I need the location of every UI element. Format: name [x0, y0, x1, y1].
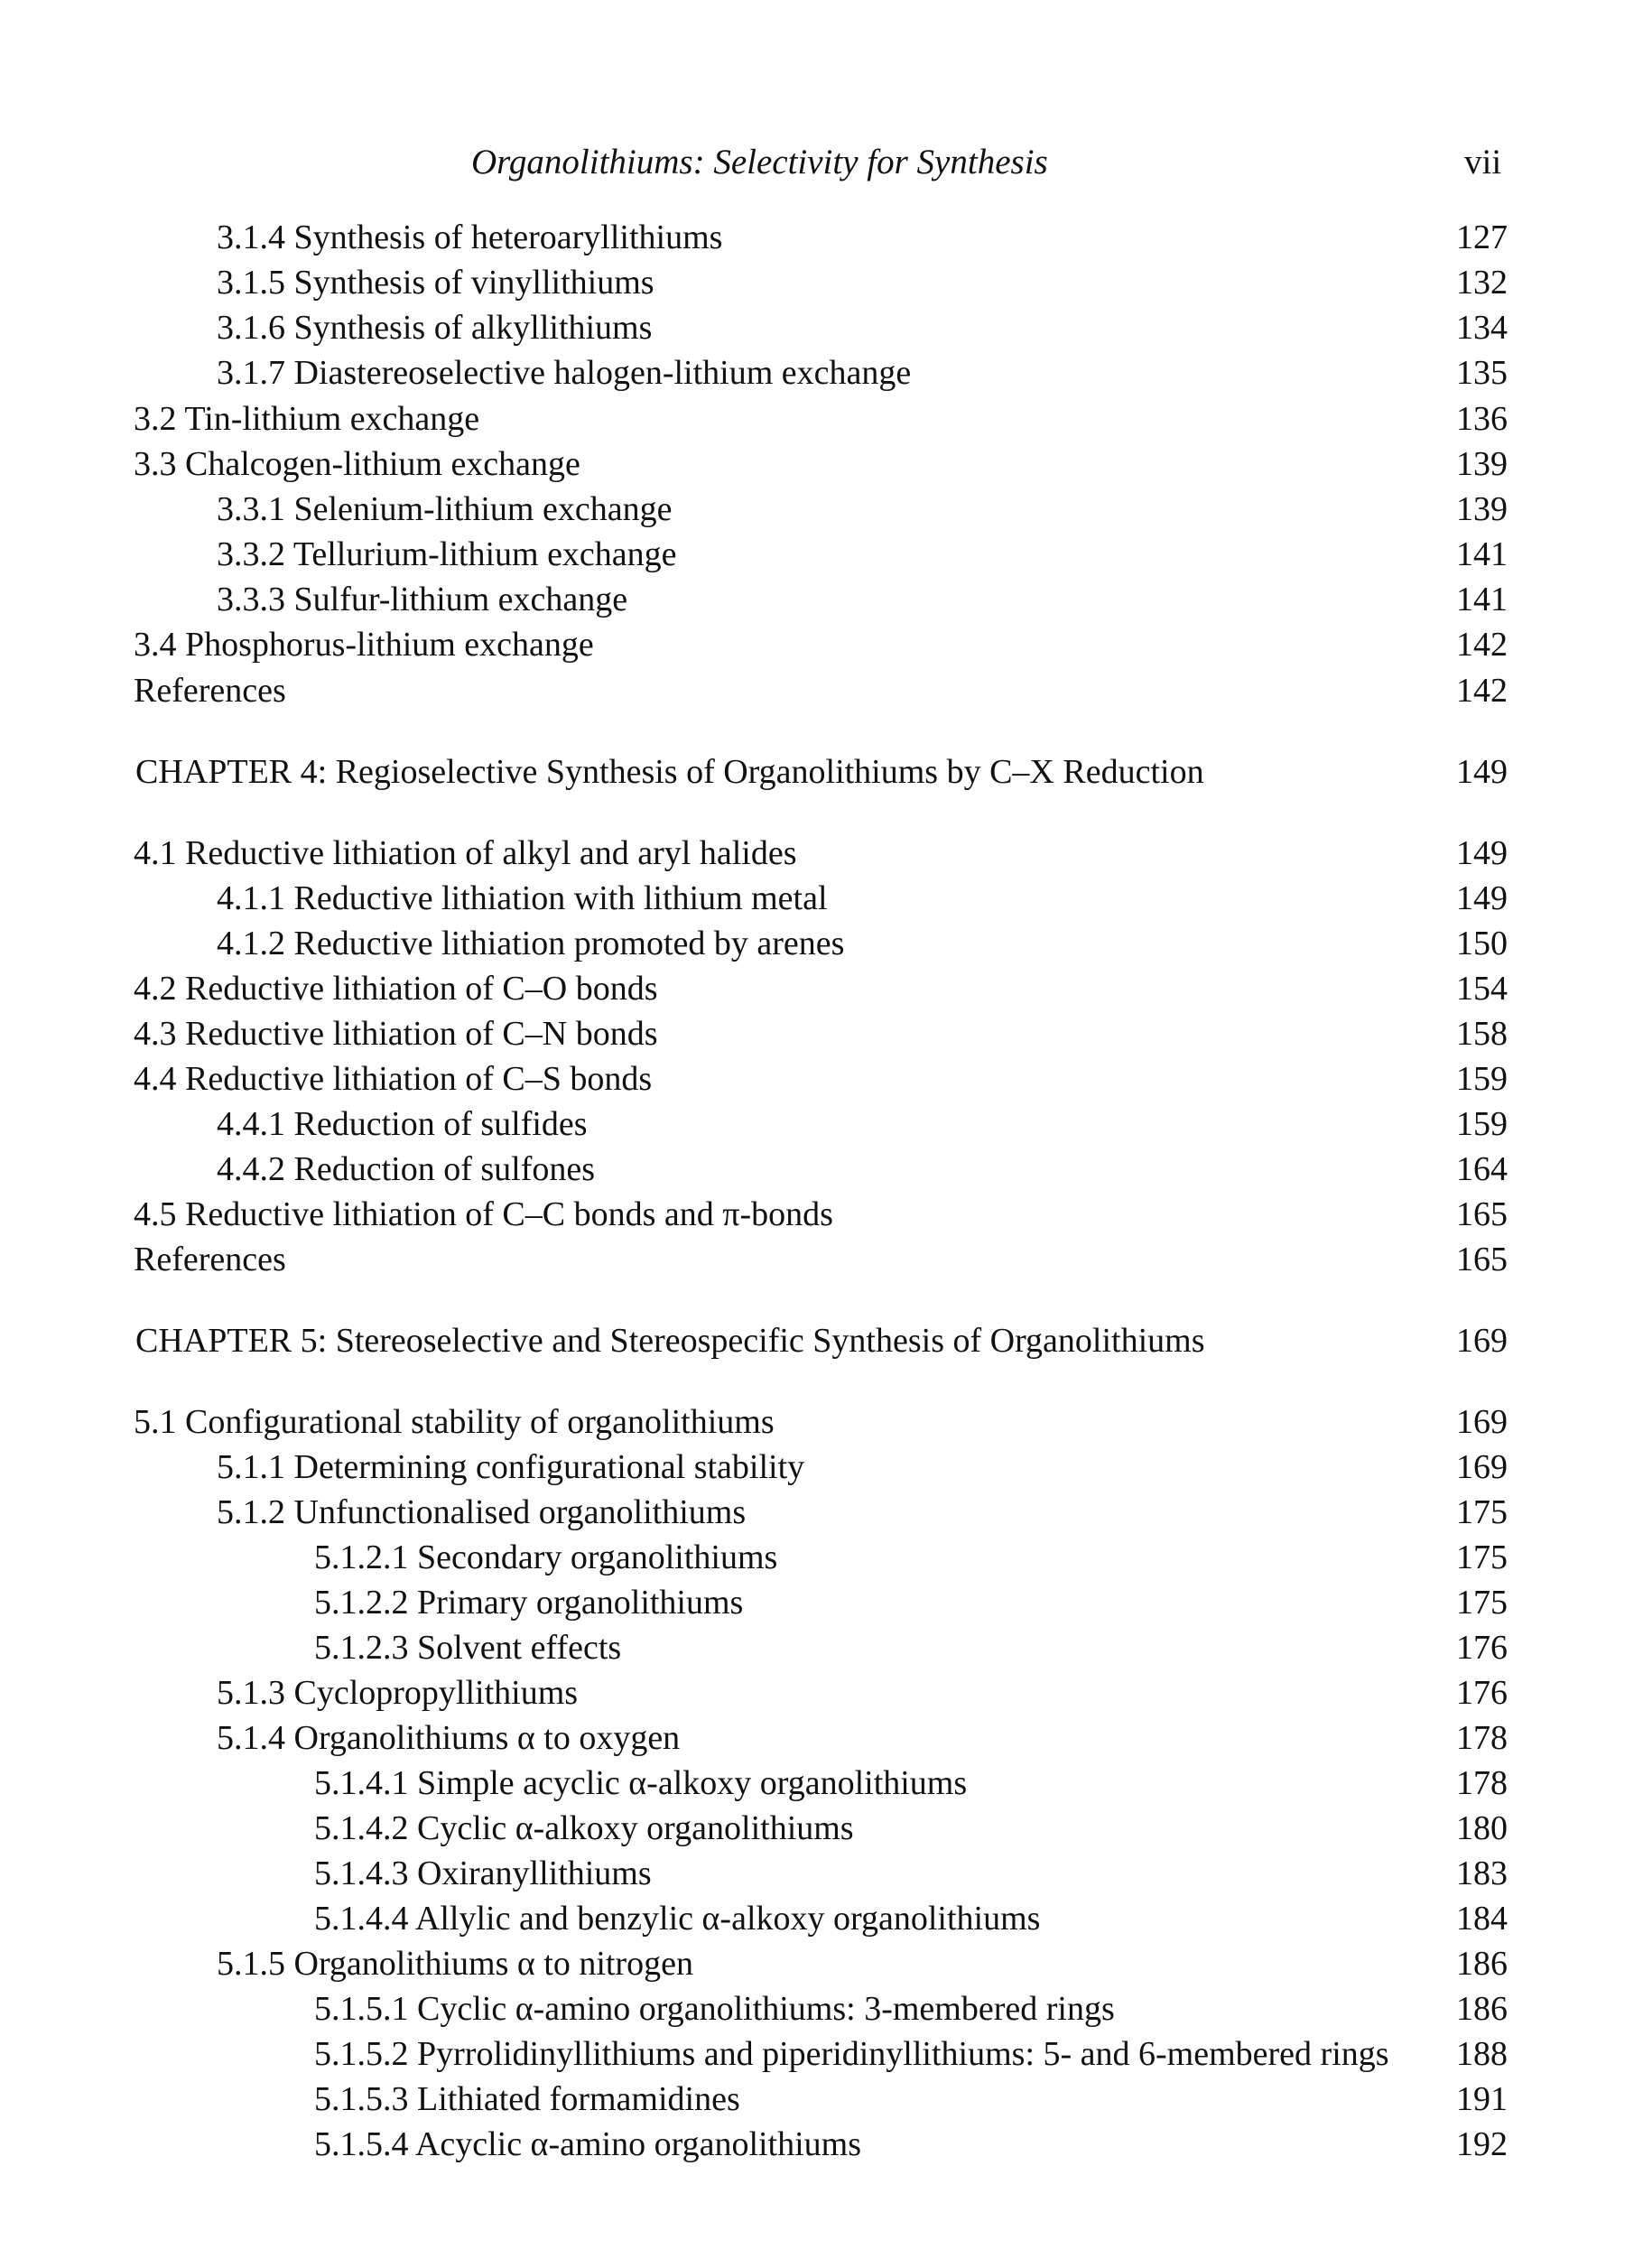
- toc-entry-title: 5.1.5.3 Lithiated formamidines: [314, 2080, 740, 2118]
- toc-entry: [0, 1761, 1643, 1806]
- toc-entry-title: 3.1.5 Synthesis of vinyllithiums: [217, 264, 654, 302]
- toc-entry-page: 175: [1456, 1538, 1508, 1576]
- toc-entry-title: 5.1.4.3 Oxiranyllithiums: [314, 1854, 652, 1892]
- toc-entry: [0, 1490, 1643, 1535]
- toc-entry-title: 4.4 Reductive lithiation of C–S bonds: [134, 1060, 653, 1098]
- toc-chapter-heading: [0, 749, 1643, 795]
- toc-entry-page: 132: [1456, 264, 1508, 302]
- toc-entry-title: 3.3 Chalcogen-lithium exchange: [134, 445, 580, 483]
- toc-entry: [0, 2122, 1643, 2167]
- toc-entry: [0, 1147, 1643, 1192]
- toc-entry-page: 159: [1456, 1060, 1508, 1098]
- toc-entry: [0, 1445, 1643, 1490]
- toc-entry-page: 169: [1456, 1403, 1508, 1441]
- toc-entry: [0, 487, 1643, 532]
- toc-entry: [0, 1535, 1643, 1580]
- toc-entry-title: 4.1.2 Reductive lithiation promoted by arenes: [217, 925, 845, 962]
- page-header: [0, 135, 1643, 190]
- toc-entry-page: 127: [1456, 218, 1508, 256]
- toc-entry: [0, 921, 1643, 966]
- toc-entry-page: 180: [1456, 1809, 1508, 1847]
- toc-entry-title: 5.1.4 Organolithiums α to oxygen: [217, 1719, 681, 1757]
- toc-entry: [0, 966, 1643, 1011]
- toc-entry-title: 4.1.1 Reductive lithiation with lithium metal: [217, 879, 828, 917]
- toc-entry-page: 188: [1456, 2035, 1508, 2073]
- toc-entry: [0, 1896, 1643, 1941]
- toc-entry-page: 192: [1456, 2125, 1508, 2163]
- toc-entry-page: 141: [1456, 581, 1508, 618]
- toc-entry-page: 186: [1456, 1990, 1508, 2028]
- toc-entry: [0, 1580, 1643, 1625]
- toc-entry-title: 3.1.6 Synthesis of alkyllithiums: [217, 309, 653, 347]
- toc-chapter-heading: [0, 1318, 1643, 1363]
- toc-entry-page: 169: [1456, 1448, 1508, 1486]
- toc-entry-title: 4.2 Reductive lithiation of C–O bonds: [134, 970, 658, 1008]
- toc-entry-title: 5.1.2.3 Solvent effects: [314, 1629, 622, 1667]
- toc-entry-page: 175: [1456, 1493, 1508, 1531]
- toc-entry-title: 3.1.7 Diastereoselective halogen-lithium exchange: [217, 354, 912, 392]
- toc-entry-title: 5.1.2.1 Secondary organolithiums: [314, 1538, 778, 1576]
- toc-entry: [0, 2077, 1643, 2122]
- toc-entry-page: 136: [1456, 400, 1508, 438]
- toc-entry: [0, 1192, 1643, 1237]
- toc-entry-title: 5.1.4.1 Simple acyclic α-alkoxy organolithiums: [314, 1764, 968, 1802]
- toc-entry: [0, 305, 1643, 350]
- toc-entry-title: 3.3.1 Selenium-lithium exchange: [217, 490, 673, 528]
- toc-entry: [0, 1101, 1643, 1147]
- toc-entry-page: 141: [1456, 535, 1508, 573]
- toc-entry-title: 3.4 Phosphorus-lithium exchange: [134, 626, 594, 664]
- toc-entry: [0, 1399, 1643, 1445]
- toc-entry-page: 176: [1456, 1674, 1508, 1712]
- toc-entry-page: 159: [1456, 1105, 1508, 1143]
- toc-entry: [0, 532, 1643, 577]
- toc-entry-title: 5.1.5.2 Pyrrolidinyllithiums and piperidinyllithiums: 5- and 6-membered rings: [314, 2035, 1389, 2073]
- toc-entry: [0, 215, 1643, 260]
- toc-entry-title: References: [134, 1241, 286, 1278]
- toc-entry-title: 5.1.2.2 Primary organolithiums: [314, 1584, 744, 1622]
- toc-entry-page: 176: [1456, 1629, 1508, 1667]
- toc-entry-title: 4.1 Reductive lithiation of alkyl and aryl halides: [134, 834, 797, 872]
- toc-entry-page: 178: [1456, 1719, 1508, 1757]
- toc-entry-page: 149: [1456, 753, 1508, 791]
- toc-entry: [0, 1986, 1643, 2031]
- toc-entry-page: 191: [1456, 2080, 1508, 2118]
- toc-entry-page: 142: [1456, 626, 1508, 664]
- toc-entry-title: 5.1.4.2 Cyclic α-alkoxy organolithiums: [314, 1809, 854, 1847]
- toc-entry-page: 139: [1456, 445, 1508, 483]
- toc-entry: [0, 350, 1643, 395]
- toc-entry-page: 165: [1456, 1241, 1508, 1278]
- toc-entry: [0, 1625, 1643, 1670]
- toc-entry: [0, 442, 1643, 487]
- toc-entry-title: 4.3 Reductive lithiation of C–N bonds: [134, 1015, 658, 1053]
- toc-entry: [0, 1851, 1643, 1896]
- toc-entry: [0, 1670, 1643, 1715]
- toc-entry: [0, 622, 1643, 667]
- toc-entry-page: 142: [1456, 672, 1508, 710]
- toc-entry: [0, 1941, 1643, 1986]
- toc-entry-title: 4.5 Reductive lithiation of C–C bonds and π-bonds: [134, 1195, 833, 1233]
- toc-entry-title: References: [134, 672, 286, 710]
- toc-entry: [0, 2031, 1643, 2077]
- toc-entry-page: 139: [1456, 490, 1508, 528]
- toc-entry: [0, 876, 1643, 921]
- toc-entry-page: 134: [1456, 309, 1508, 347]
- toc-entry-page: 169: [1456, 1322, 1508, 1360]
- toc-entry-page: 149: [1456, 879, 1508, 917]
- toc-entry-page: 158: [1456, 1015, 1508, 1053]
- toc-entry-title: 5.1.2 Unfunctionalised organolithiums: [217, 1493, 747, 1531]
- toc-entry-page: 164: [1456, 1150, 1508, 1188]
- toc-entry: [0, 1237, 1643, 1282]
- toc-entry: [0, 1806, 1643, 1851]
- toc-entry-page: 178: [1456, 1764, 1508, 1802]
- toc-entry-page: 135: [1456, 354, 1508, 392]
- toc-entry: [0, 1715, 1643, 1761]
- toc-entry-page: 186: [1456, 1945, 1508, 1983]
- toc-entry: [0, 577, 1643, 622]
- toc-entry-title: 5.1.5.4 Acyclic α-amino organolithiums: [314, 2125, 862, 2163]
- toc-entry-page: 165: [1456, 1195, 1508, 1233]
- toc-entry-title: 5.1 Configurational stability of organolithiums: [134, 1403, 775, 1441]
- page-number: vii: [1464, 143, 1502, 181]
- toc-entry-title: 5.1.5 Organolithiums α to nitrogen: [217, 1945, 693, 1983]
- toc-entry-title: 3.1.4 Synthesis of heteroaryllithiums: [217, 218, 723, 256]
- toc-entry-title: 3.2 Tin-lithium exchange: [134, 400, 480, 438]
- toc-entry-page: 183: [1456, 1854, 1508, 1892]
- toc-entry: [0, 260, 1643, 305]
- toc-entry: [0, 1056, 1643, 1101]
- toc-entry-title: 5.1.1 Determining configurational stability: [217, 1448, 805, 1486]
- toc-entry-page: 150: [1456, 925, 1508, 962]
- toc-entry-title: 5.1.4.4 Allylic and benzylic α-alkoxy organolithiums: [314, 1900, 1041, 1938]
- toc-entry: [0, 1011, 1643, 1056]
- toc-entry-title: 5.1.5.1 Cyclic α-amino organolithiums: 3-membered rings: [314, 1990, 1115, 2028]
- toc-entry-title: 4.4.1 Reduction of sulfides: [217, 1105, 588, 1143]
- toc-entry-page: 175: [1456, 1584, 1508, 1622]
- toc-entry-page: 149: [1456, 834, 1508, 872]
- toc-entry: [0, 396, 1643, 442]
- toc-entry: [0, 831, 1643, 876]
- toc-entry-title: 3.3.3 Sulfur-lithium exchange: [217, 581, 628, 618]
- toc-entry: [0, 668, 1643, 713]
- toc-entry-page: 154: [1456, 970, 1508, 1008]
- toc-entry-title: 4.4.2 Reduction of sulfones: [217, 1150, 596, 1188]
- toc-entry-title: CHAPTER 5: Stereoselective and Stereospecific Synthesis of Organolithiums: [135, 1322, 1205, 1360]
- toc-entry-page: 184: [1456, 1900, 1508, 1938]
- toc-entry-title: 5.1.3 Cyclopropyllithiums: [217, 1674, 579, 1712]
- running-title: Organolithiums: Selectivity for Synthesis: [471, 143, 1048, 181]
- toc-entry-title: 3.3.2 Tellurium-lithium exchange: [217, 535, 677, 573]
- toc-entry-title: CHAPTER 4: Regioselective Synthesis of Organolithiums by C–X Reduction: [135, 753, 1204, 791]
